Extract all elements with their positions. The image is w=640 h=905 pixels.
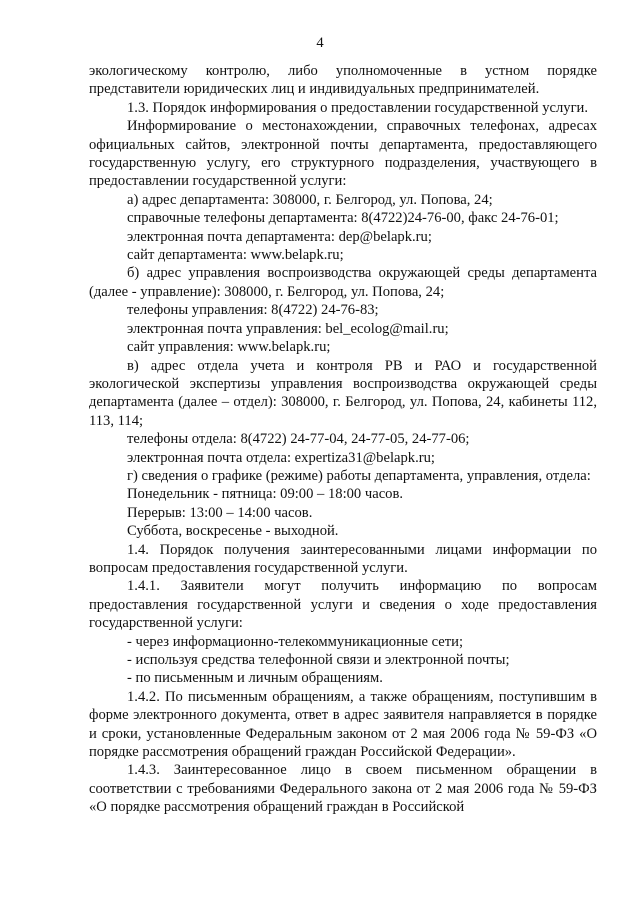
paragraph: сайт управления: www.belapk.ru;	[127, 339, 331, 356]
paragraph: 1.4.3. Заинтересованное лицо в своем письменном обращении в соответствии с требованиями Федерального закона от 2 мая 2006 года № 59-ФЗ «О порядке рассмотрения обращений граждан в Российской	[89, 762, 597, 816]
document-body	[89, 62, 597, 817]
paragraph: электронная почта отдела: expertiza31@belapk.ru;	[127, 449, 435, 466]
paragraph: - по письменным и личным обращениям.	[127, 670, 383, 687]
paragraph: телефоны управления: 8(4722) 24-76-83;	[127, 302, 379, 319]
paragraph: сайт департамента: www.belapk.ru;	[127, 247, 344, 264]
paragraph: г) сведения о графике (режиме) работы департамента, управления, отдела:	[127, 467, 591, 484]
paragraph: 1.4.2. По письменным обращениям, а также обращениям, поступившим в форме электронного документа, ответ в адрес заявителя направляется в порядке и сроки, установленные Федеральным законом от 2 мая 2006 года № 59-ФЗ «О порядке рассмотрения обращений граждан Российской Федерации».	[89, 688, 597, 761]
paragraph: б) адрес управления воспроизводства окружающей среды департамента (далее - управление): 308000, г. Белгород, ул. Попова, 24;	[89, 265, 597, 300]
paragraph: электронная почта управления: bel_ecolog@mail.ru;	[127, 320, 449, 337]
paragraph: Перерыв: 13:00 – 14:00 часов.	[127, 504, 313, 521]
paragraph: - используя средства телефонной связи и электронной почты;	[127, 652, 510, 668]
paragraph: электронная почта департамента: dep@belapk.ru;	[127, 228, 432, 245]
paragraph: экологическому контролю, либо уполномоченные в устном порядке представители юридических лиц и индивидуальных предпринимателей.	[89, 63, 597, 98]
paragraph: справочные телефоны департамента: 8(4722)24-76-00, факс 24-76-01;	[127, 210, 559, 227]
paragraph: а) адрес департамента: 308000, г. Белгород, ул. Попова, 24;	[127, 191, 493, 208]
paragraph: в) адрес отдела учета и контроля РВ и РАО и государственной экологической экспертизы управления воспроизводства окружающей среды департамента (далее – отдел): 308000, г. Белгород, ул. Попова, 24, кабинеты 112, 113, 114;	[89, 357, 597, 429]
paragraph: Суббота, воскресенье - выходной.	[127, 523, 339, 540]
paragraph: - через информационно-телекоммуникационные сети;	[127, 633, 464, 650]
paragraph: 1.3. Порядок информирования о предоставлении государственной услуги.	[127, 99, 589, 116]
paragraph: Понедельник - пятница: 09:00 – 18:00 часов.	[127, 486, 404, 503]
page-number: 4	[316, 35, 324, 51]
paragraph: телефоны отдела: 8(4722) 24-77-04, 24-77-05, 24-77-06;	[127, 431, 470, 448]
paragraph: Информирование о местонахождении, справочных телефонах, адресах официальных сайтов, электронной почты департамента, предоставляющего государственную услугу, его структурного подразделения, участвующего в предоставлении государственной услуги:	[89, 118, 597, 190]
paragraph: 1.4. Порядок получения заинтересованными лицами информации по вопросам предоставления государственной услуги.	[89, 541, 597, 576]
paragraph: 1.4.1. Заявители могут получить информацию по вопросам предоставления государственной услуги и сведения о ходе предоставления государственной услуги:	[89, 578, 597, 632]
